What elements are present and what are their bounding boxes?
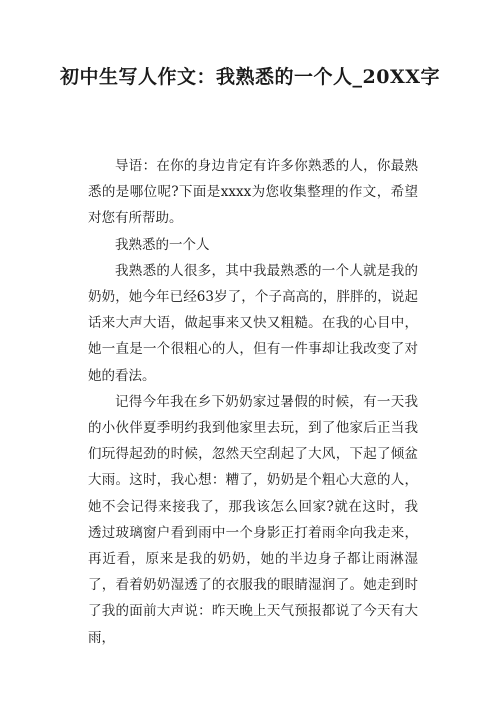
- paragraph-heading: 我熟悉的一个人: [115, 236, 210, 253]
- paragraph-body-2: 记得今年我在乡下奶奶家过暑假的时候，有一天我的小伙伴夏季明约我到他家里去玩，到了他家后正当我们玩得起劲的时候，忽然天空刮起了大风，下起了倾盆大雨。这时，我心想：糟了，奶奶是个粗心大意的人，她不会记得来接我了，那我该怎么回家?就在这时，我透过玻璃窗户看到雨中一个身影正打着雨伞向我走来，再近看，原来是我的奶奶，她的半边身子都让雨淋湿了，看着奶奶湿透了的衣服我的眼睛湿润了。她走到时了我的面前大声说：昨天晚上天气预报都说了今天有大雨，: [88, 393, 418, 646]
- document-body: [88, 153, 418, 651]
- paragraph-body-1: 我熟悉的人很多，其中我最熟悉的一个人就是我的奶奶，她今年已经63岁了，个子高高的，胖胖的，说起话来大声大语，做起事来又快又粗糙。在我的心目中，她一直是一个很粗心的人，但有一件事却让我改变了对她的看法。: [88, 262, 418, 384]
- document-title: 初中生写人作文：我熟悉的一个人_20XX字: [60, 66, 440, 88]
- paragraph-intro: 导语：在你的身边肯定有许多你熟悉的人，你最熟悉的是哪位呢?下面是xxxx为您收集整理的作文，希望对您有所帮助。: [88, 158, 418, 227]
